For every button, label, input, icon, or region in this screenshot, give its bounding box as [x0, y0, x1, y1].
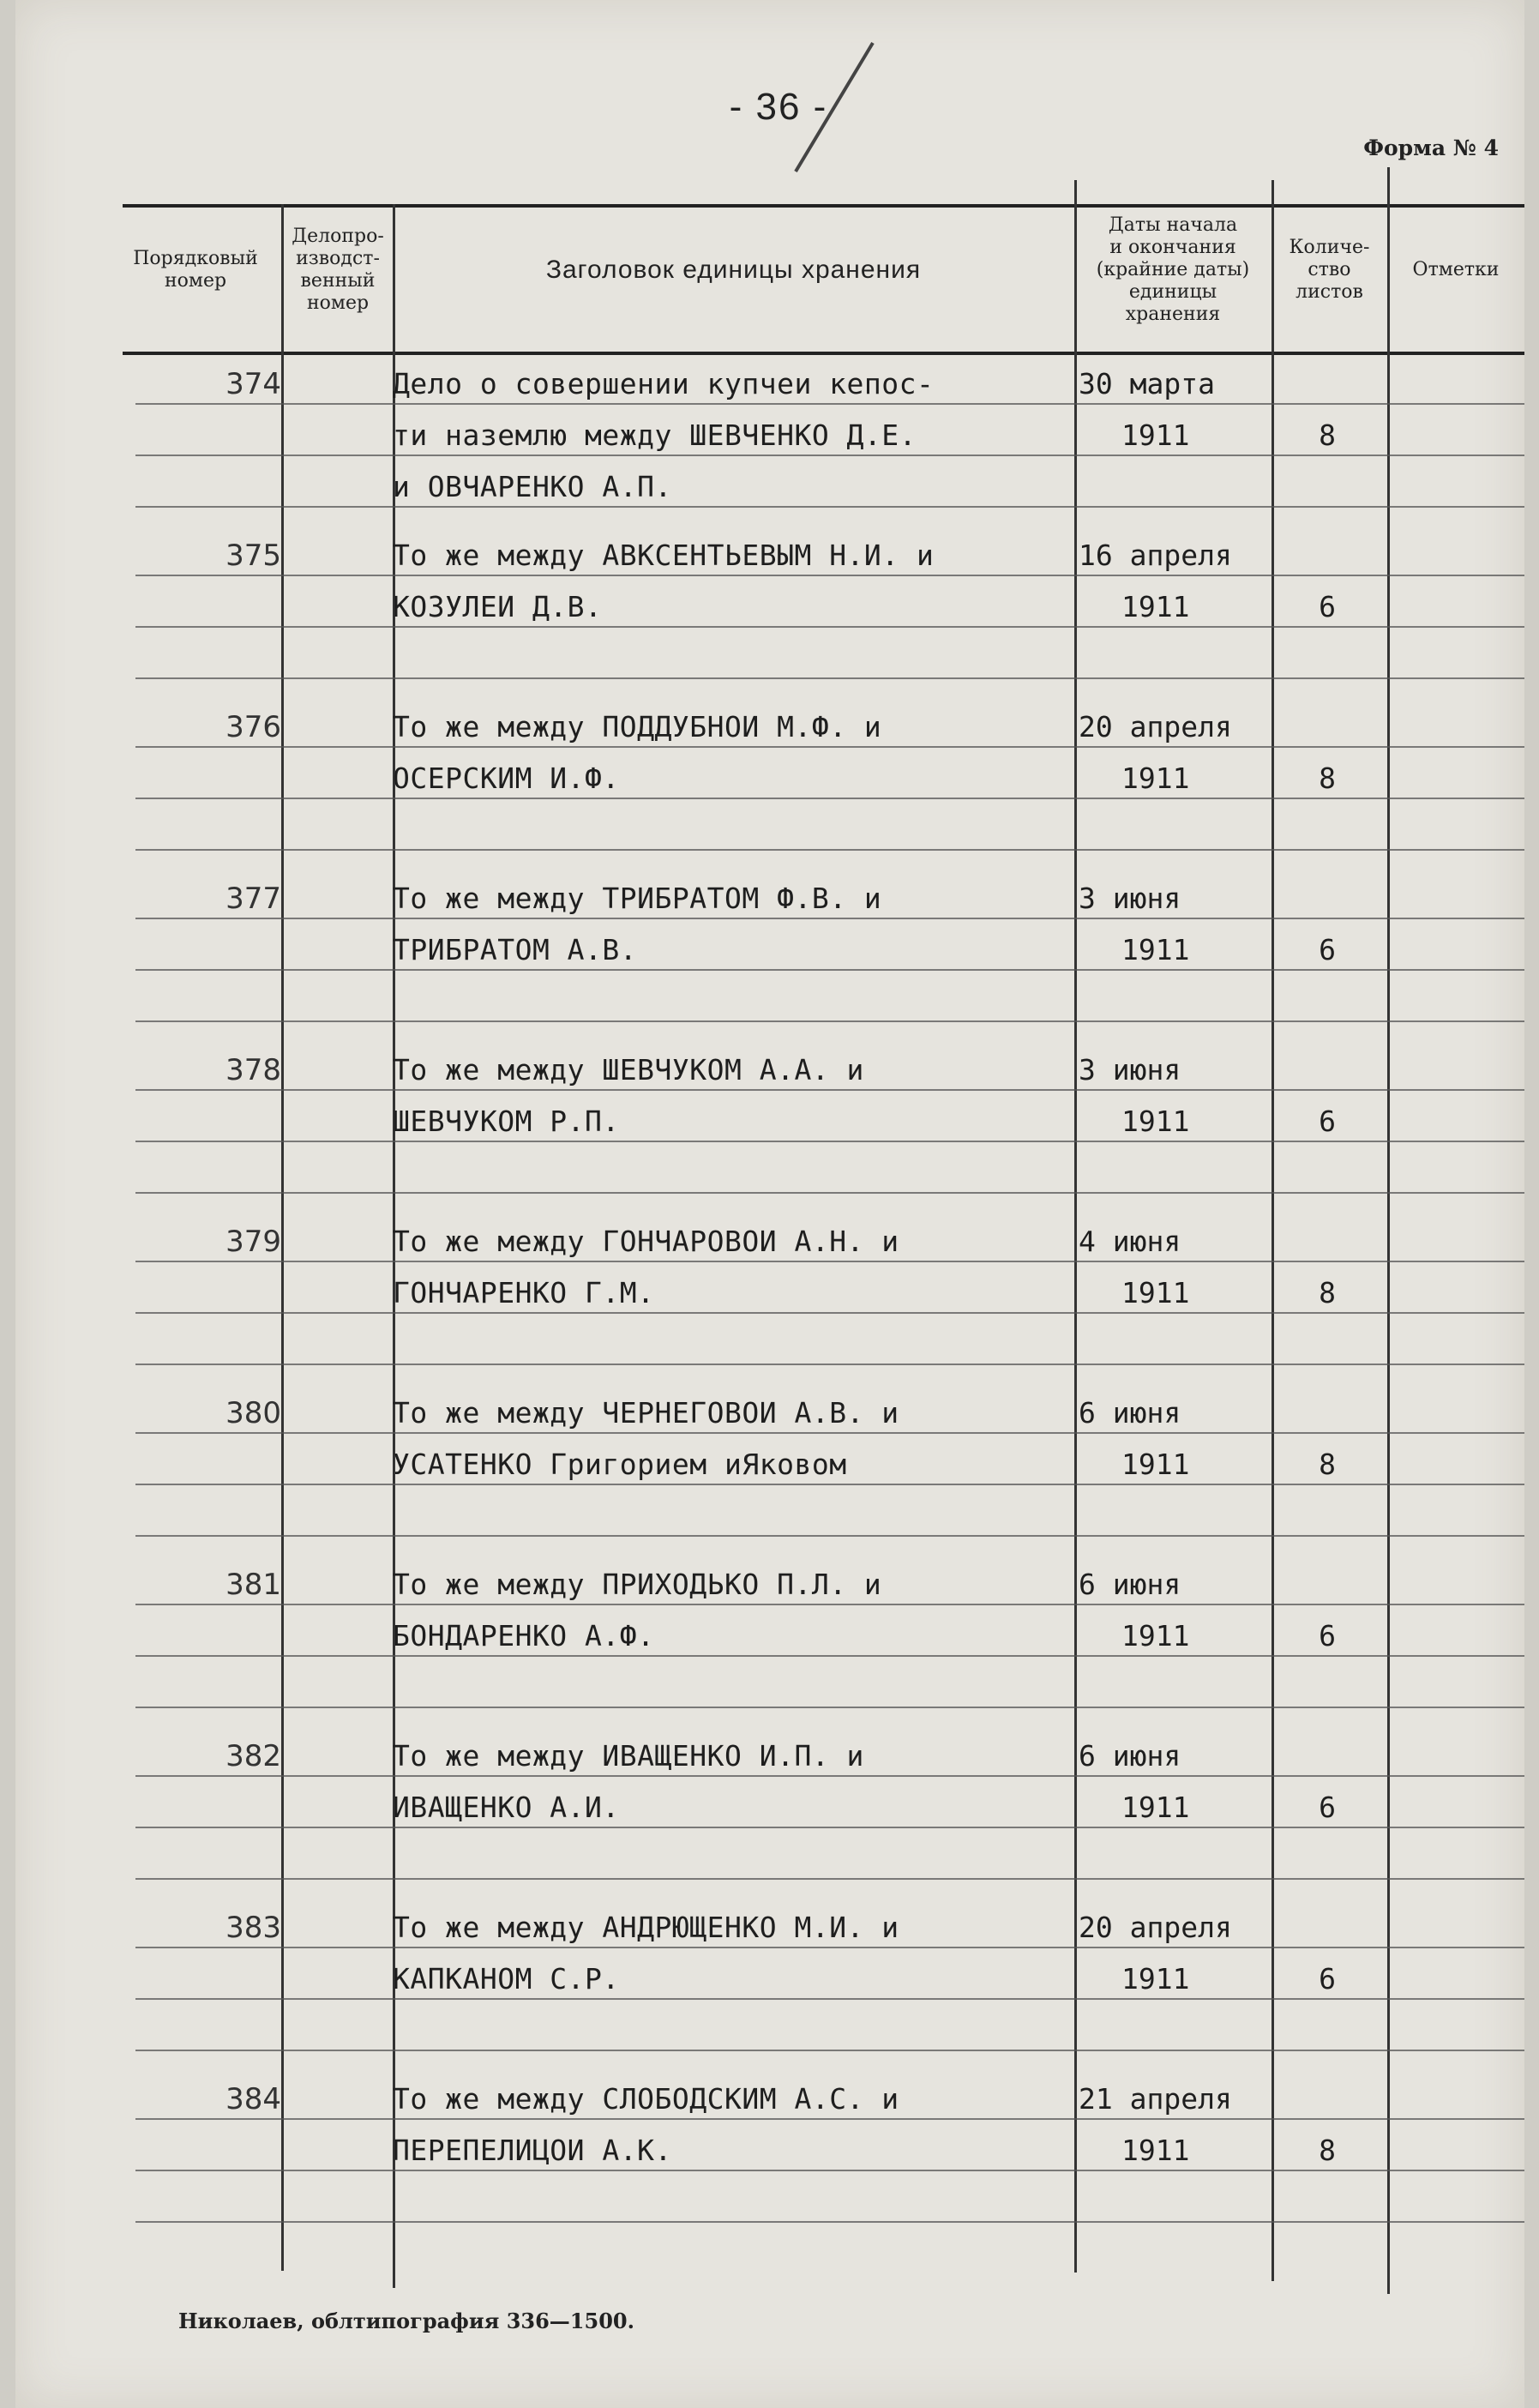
row-sheet-count: 6 [1319, 1105, 1336, 1138]
table-top-border [123, 204, 1524, 208]
ruled-line [135, 626, 1524, 628]
row-serial-number: 379 [225, 1225, 281, 1259]
row-date-start: 6 июня [1079, 1568, 1181, 1601]
row-serial-number: 374 [225, 367, 281, 401]
table-row [15, 695, 1524, 866]
ruled-line [135, 403, 1524, 405]
row-date-start: 30 марта [1079, 367, 1215, 400]
col-header-notes: Отметки [1412, 259, 1500, 280]
row-title-line-2: ГОНЧАРЕНКО Г.М. [393, 1276, 655, 1309]
ruled-line [135, 1364, 1524, 1365]
col-header-office-number: Делопро- изводст- венный номер [292, 226, 384, 314]
row-date-year: 1911 [1121, 1276, 1190, 1309]
ruled-line [135, 2050, 1524, 2051]
row-sheet-count: 6 [1319, 1791, 1336, 1824]
archive-inventory-page [15, 0, 1524, 2408]
row-date-year: 1911 [1121, 1619, 1190, 1652]
page-number: - 36 - [729, 86, 828, 128]
row-title-line-1: То же между ПОДДУБНОИ М.Ф. и [393, 710, 882, 743]
ruled-line [135, 455, 1524, 456]
row-title-line-3: и ОВЧАРЕНКО А.П. [393, 470, 672, 503]
row-serial-number: 383 [225, 1911, 281, 1945]
row-serial-number: 381 [225, 1568, 281, 1602]
ruled-line [135, 1707, 1524, 1708]
ruled-line [135, 575, 1524, 576]
row-sheet-count: 8 [1319, 1276, 1336, 1309]
table-row [15, 1552, 1524, 1724]
pen-strike-mark [744, 34, 916, 206]
ruled-line [135, 1775, 1524, 1777]
col-header-serial-number: Порядковый номер [133, 248, 258, 292]
ruled-line [135, 2170, 1524, 2171]
row-title-line-2: ТРИБРАТОМ А.В. [393, 933, 638, 966]
row-sheet-count: 6 [1319, 1962, 1336, 1996]
row-title-line-2: ти наземлю между ШЕВЧЕНКО Д.Е. [393, 418, 917, 452]
row-date-start: 21 апреля [1079, 2082, 1232, 2116]
row-date-year: 1911 [1121, 1105, 1190, 1138]
ruled-line [135, 506, 1524, 508]
table-row [15, 1724, 1524, 1895]
row-sheet-count: 6 [1319, 1619, 1336, 1652]
table-row [15, 1895, 1524, 2067]
ruled-line [135, 1141, 1524, 1142]
row-date-start: 6 июня [1079, 1396, 1181, 1430]
col-header-title: Заголовок единицы хранения [545, 256, 922, 284]
row-title-line-1: То же между ИВАЩЕНКО И.П. и [393, 1739, 864, 1773]
table-row [15, 352, 1524, 523]
ruled-line [135, 1655, 1524, 1657]
row-title-line-2: ШЕВЧУКОМ Р.П. [393, 1105, 620, 1138]
ruled-line [135, 1998, 1524, 2000]
col-header-dates: Даты начала и окончания (крайние даты) единицы хранения [1096, 214, 1250, 325]
row-sheet-count: 6 [1319, 590, 1336, 623]
ruled-line [135, 746, 1524, 748]
row-title-line-1: То же между АВКСЕНТЬЕВЫМ Н.И. и [393, 539, 935, 572]
row-sheet-count: 8 [1319, 2134, 1336, 2167]
row-title-line-1: То же между СЛОБОДСКИМ А.С. и [393, 2082, 899, 2116]
table-row [15, 866, 1524, 1038]
form-label: Форма № 4 [1363, 135, 1499, 160]
ruled-line [135, 1535, 1524, 1537]
col-header-sheets: Количе- ство листов [1289, 237, 1370, 303]
ruled-line [135, 1192, 1524, 1194]
row-date-start: 3 июня [1079, 1053, 1181, 1087]
ruled-line [135, 677, 1524, 679]
row-title-line-2: КАПКАНОМ С.Р. [393, 1962, 620, 1996]
ruled-line [135, 918, 1524, 919]
ruled-line [135, 1312, 1524, 1314]
row-title-line-2: УСАТЕНКО Григорием иЯковом [393, 1448, 847, 1481]
row-date-start: 4 июня [1079, 1225, 1181, 1258]
printer-imprint: Николаев, облтипография 336—1500. [178, 2309, 634, 2333]
ruled-line [135, 1020, 1524, 1022]
row-title-line-2: ОСЕРСКИМ И.Ф. [393, 762, 620, 795]
row-title-line-2: ИВАЩЕНКО А.И. [393, 1791, 620, 1824]
row-title-line-1: То же между ШЕВЧУКОМ А.А. и [393, 1053, 864, 1087]
table-row [15, 2067, 1524, 2238]
row-date-year: 1911 [1121, 2134, 1190, 2167]
row-title-line-1: То же между ПРИХОДЬКО П.Л. и [393, 1568, 882, 1601]
row-date-year: 1911 [1121, 590, 1190, 623]
row-date-start: 16 апреля [1079, 539, 1232, 572]
row-serial-number: 382 [225, 1739, 281, 1773]
row-date-start: 20 апреля [1079, 1911, 1232, 1944]
ruled-line [135, 849, 1524, 851]
table-header [15, 189, 1524, 352]
row-date-start: 20 апреля [1079, 710, 1232, 743]
ruled-line [135, 1089, 1524, 1091]
ruled-line [135, 1947, 1524, 1948]
row-sheet-count: 8 [1319, 1448, 1336, 1481]
row-title-line-1: То же между ТРИБРАТОМ Ф.В. и [393, 882, 882, 915]
ruled-line [135, 1432, 1524, 1434]
ruled-line [135, 969, 1524, 971]
table-row [15, 1381, 1524, 1552]
row-date-year: 1911 [1121, 1962, 1190, 1996]
row-sheet-count: 8 [1319, 762, 1336, 795]
row-title-line-2: ПЕРЕПЕЛИЦОИ А.К. [393, 2134, 672, 2167]
row-date-start: 6 июня [1079, 1739, 1181, 1773]
row-serial-number: 384 [225, 2082, 281, 2116]
table-row [15, 1038, 1524, 1209]
row-title-line-1: Дело о совершении купчеи кепос- [393, 367, 935, 400]
row-title-line-2: БОНДАРЕНКО А.Ф. [393, 1619, 655, 1652]
row-serial-number: 380 [225, 1396, 281, 1430]
row-title-line-1: То же между ГОНЧАРОВОИ А.Н. и [393, 1225, 899, 1258]
row-title-line-2: КОЗУЛЕИ Д.В. [393, 590, 603, 623]
row-sheet-count: 6 [1319, 933, 1336, 966]
row-date-start: 3 июня [1079, 882, 1181, 915]
row-serial-number: 376 [225, 710, 281, 744]
ruled-line [135, 1484, 1524, 1485]
row-title-line-1: То же между АНДРЮЩЕНКО М.И. и [393, 1911, 899, 1944]
row-date-year: 1911 [1121, 933, 1190, 966]
row-date-year: 1911 [1121, 418, 1190, 452]
ruled-line [135, 798, 1524, 799]
ruled-line [135, 1878, 1524, 1880]
ruled-line [135, 1827, 1524, 1828]
ruled-line [135, 2118, 1524, 2120]
table-row [15, 1209, 1524, 1381]
ruled-line [135, 2221, 1524, 2223]
table-row [15, 523, 1524, 695]
ruled-line [135, 1261, 1524, 1262]
row-sheet-count: 8 [1319, 418, 1336, 452]
row-serial-number: 377 [225, 882, 281, 916]
row-serial-number: 378 [225, 1053, 281, 1087]
row-date-year: 1911 [1121, 1791, 1190, 1824]
row-date-year: 1911 [1121, 1448, 1190, 1481]
row-date-year: 1911 [1121, 762, 1190, 795]
row-title-line-1: То же между ЧЕРНЕГОВОИ А.В. и [393, 1396, 899, 1430]
ruled-line [135, 1604, 1524, 1605]
row-serial-number: 375 [225, 539, 281, 573]
